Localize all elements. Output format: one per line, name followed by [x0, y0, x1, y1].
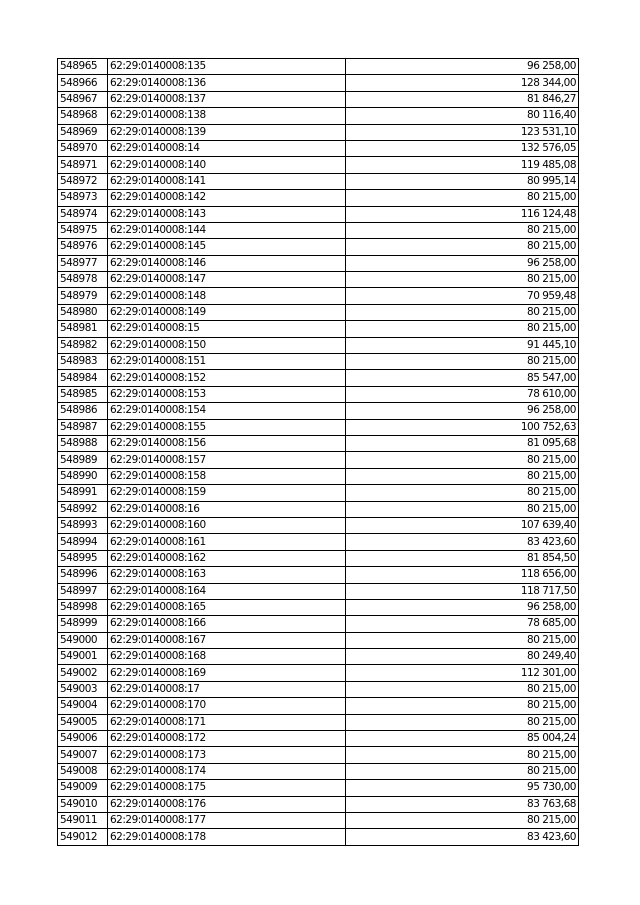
cadastral-number-cell: 62:29:0140008:178	[108, 829, 346, 845]
cadastral-number-cell: 62:29:0140008:166	[108, 616, 346, 632]
row-id-cell: 548965	[58, 59, 108, 75]
row-id-cell: 549009	[58, 780, 108, 796]
row-id-cell: 548985	[58, 386, 108, 402]
row-id-cell: 548981	[58, 321, 108, 337]
value-cell: 80 215,00	[346, 485, 579, 501]
cadastral-value-table	[57, 58, 579, 846]
table-row	[58, 91, 579, 107]
table-row	[58, 681, 579, 697]
cadastral-number-cell: 62:29:0140008:177	[108, 812, 346, 828]
cadastral-number-cell: 62:29:0140008:143	[108, 206, 346, 222]
cadastral-number-cell: 62:29:0140008:176	[108, 796, 346, 812]
row-id-cell: 548989	[58, 452, 108, 468]
row-id-cell: 549004	[58, 698, 108, 714]
value-cell: 80 116,40	[346, 108, 579, 124]
table-row	[58, 288, 579, 304]
cadastral-number-cell: 62:29:0140008:145	[108, 239, 346, 255]
table-row	[58, 321, 579, 337]
cadastral-number-cell: 62:29:0140008:135	[108, 59, 346, 75]
row-id-cell: 549003	[58, 681, 108, 697]
table-row	[58, 59, 579, 75]
table-row	[58, 419, 579, 435]
row-id-cell: 548992	[58, 501, 108, 517]
value-cell: 80 215,00	[346, 468, 579, 484]
value-cell: 80 215,00	[346, 681, 579, 697]
value-cell: 85 547,00	[346, 370, 579, 386]
cadastral-number-cell: 62:29:0140008:15	[108, 321, 346, 337]
value-cell: 107 639,40	[346, 517, 579, 533]
table-row	[58, 632, 579, 648]
row-id-cell: 548986	[58, 403, 108, 419]
table-row	[58, 337, 579, 353]
cadastral-number-cell: 62:29:0140008:147	[108, 272, 346, 288]
row-id-cell: 548967	[58, 91, 108, 107]
table-row	[58, 354, 579, 370]
table-row	[58, 616, 579, 632]
cadastral-number-cell: 62:29:0140008:139	[108, 124, 346, 140]
row-id-cell: 548973	[58, 190, 108, 206]
table-row	[58, 599, 579, 615]
value-cell: 80 215,00	[346, 714, 579, 730]
value-cell: 112 301,00	[346, 665, 579, 681]
value-cell: 128 344,00	[346, 75, 579, 91]
row-id-cell: 548984	[58, 370, 108, 386]
value-cell: 116 124,48	[346, 206, 579, 222]
row-id-cell: 548996	[58, 567, 108, 583]
cadastral-number-cell: 62:29:0140008:174	[108, 763, 346, 779]
table-row	[58, 370, 579, 386]
row-id-cell: 548987	[58, 419, 108, 435]
table-row	[58, 452, 579, 468]
row-id-cell: 549011	[58, 812, 108, 828]
value-cell: 119 485,08	[346, 157, 579, 173]
row-id-cell: 548979	[58, 288, 108, 304]
value-cell: 80 215,00	[346, 272, 579, 288]
row-id-cell: 548994	[58, 534, 108, 550]
row-id-cell: 548997	[58, 583, 108, 599]
cadastral-number-cell: 62:29:0140008:140	[108, 157, 346, 173]
value-cell: 83 423,60	[346, 829, 579, 845]
value-cell: 96 258,00	[346, 59, 579, 75]
table-row	[58, 665, 579, 681]
value-cell: 95 730,00	[346, 780, 579, 796]
value-cell: 80 215,00	[346, 239, 579, 255]
row-id-cell: 548968	[58, 108, 108, 124]
value-cell: 118 717,50	[346, 583, 579, 599]
value-cell: 80 215,00	[346, 321, 579, 337]
value-cell: 80 215,00	[346, 812, 579, 828]
table-row	[58, 108, 579, 124]
cadastral-number-cell: 62:29:0140008:167	[108, 632, 346, 648]
cadastral-number-cell: 62:29:0140008:138	[108, 108, 346, 124]
cadastral-number-cell: 62:29:0140008:154	[108, 403, 346, 419]
table-row	[58, 517, 579, 533]
cadastral-number-cell: 62:29:0140008:169	[108, 665, 346, 681]
value-cell: 91 445,10	[346, 337, 579, 353]
table-row	[58, 206, 579, 222]
table-row	[58, 534, 579, 550]
table-row	[58, 386, 579, 402]
value-cell: 80 215,00	[346, 354, 579, 370]
cadastral-number-cell: 62:29:0140008:164	[108, 583, 346, 599]
row-id-cell: 549001	[58, 649, 108, 665]
cadastral-number-cell: 62:29:0140008:159	[108, 485, 346, 501]
row-id-cell: 548970	[58, 140, 108, 156]
cadastral-number-cell: 62:29:0140008:168	[108, 649, 346, 665]
cadastral-number-cell: 62:29:0140008:17	[108, 681, 346, 697]
row-id-cell: 548971	[58, 157, 108, 173]
row-id-cell: 548980	[58, 304, 108, 320]
value-cell: 80 215,00	[346, 501, 579, 517]
row-id-cell: 548977	[58, 255, 108, 271]
table-row	[58, 731, 579, 747]
cadastral-number-cell: 62:29:0140008:16	[108, 501, 346, 517]
cadastral-number-cell: 62:29:0140008:170	[108, 698, 346, 714]
value-cell: 80 995,14	[346, 173, 579, 189]
value-cell: 78 685,00	[346, 616, 579, 632]
cadastral-number-cell: 62:29:0140008:160	[108, 517, 346, 533]
cadastral-number-cell: 62:29:0140008:137	[108, 91, 346, 107]
value-cell: 118 656,00	[346, 567, 579, 583]
value-cell: 100 752,63	[346, 419, 579, 435]
table-row	[58, 403, 579, 419]
row-id-cell: 548991	[58, 485, 108, 501]
table-row	[58, 304, 579, 320]
cadastral-number-cell: 62:29:0140008:136	[108, 75, 346, 91]
table-row	[58, 780, 579, 796]
table-row	[58, 747, 579, 763]
value-cell: 81 854,50	[346, 550, 579, 566]
cadastral-number-cell: 62:29:0140008:158	[108, 468, 346, 484]
row-id-cell: 548999	[58, 616, 108, 632]
table-row	[58, 567, 579, 583]
cadastral-number-cell: 62:29:0140008:150	[108, 337, 346, 353]
row-id-cell: 548983	[58, 354, 108, 370]
row-id-cell: 548969	[58, 124, 108, 140]
value-cell: 80 215,00	[346, 747, 579, 763]
table-row	[58, 157, 579, 173]
cadastral-number-cell: 62:29:0140008:172	[108, 731, 346, 747]
value-cell: 123 531,10	[346, 124, 579, 140]
cadastral-number-cell: 62:29:0140008:142	[108, 190, 346, 206]
row-id-cell: 548988	[58, 435, 108, 451]
row-id-cell: 548972	[58, 173, 108, 189]
cadastral-number-cell: 62:29:0140008:173	[108, 747, 346, 763]
row-id-cell: 548974	[58, 206, 108, 222]
table-body	[58, 59, 579, 846]
table-row	[58, 583, 579, 599]
table-row	[58, 239, 579, 255]
row-id-cell: 549012	[58, 829, 108, 845]
table-row	[58, 468, 579, 484]
table-row	[58, 812, 579, 828]
value-cell: 80 215,00	[346, 698, 579, 714]
row-id-cell: 549007	[58, 747, 108, 763]
value-cell: 96 258,00	[346, 599, 579, 615]
cadastral-number-cell: 62:29:0140008:148	[108, 288, 346, 304]
table-row	[58, 435, 579, 451]
row-id-cell: 549000	[58, 632, 108, 648]
cadastral-number-cell: 62:29:0140008:146	[108, 255, 346, 271]
value-cell: 80 215,00	[346, 222, 579, 238]
cadastral-number-cell: 62:29:0140008:175	[108, 780, 346, 796]
value-cell: 85 004,24	[346, 731, 579, 747]
row-id-cell: 548995	[58, 550, 108, 566]
value-cell: 80 249,40	[346, 649, 579, 665]
value-cell: 96 258,00	[346, 403, 579, 419]
value-cell: 80 215,00	[346, 632, 579, 648]
table-row	[58, 698, 579, 714]
value-cell: 80 215,00	[346, 190, 579, 206]
cadastral-number-cell: 62:29:0140008:157	[108, 452, 346, 468]
cadastral-number-cell: 62:29:0140008:162	[108, 550, 346, 566]
row-id-cell: 549005	[58, 714, 108, 730]
row-id-cell: 549010	[58, 796, 108, 812]
row-id-cell: 549008	[58, 763, 108, 779]
value-cell: 81 095,68	[346, 435, 579, 451]
value-cell: 80 215,00	[346, 452, 579, 468]
cadastral-number-cell: 62:29:0140008:151	[108, 354, 346, 370]
row-id-cell: 548990	[58, 468, 108, 484]
cadastral-number-cell: 62:29:0140008:149	[108, 304, 346, 320]
cadastral-number-cell: 62:29:0140008:156	[108, 435, 346, 451]
cadastral-number-cell: 62:29:0140008:155	[108, 419, 346, 435]
cadastral-number-cell: 62:29:0140008:144	[108, 222, 346, 238]
table-row	[58, 173, 579, 189]
table-row	[58, 501, 579, 517]
value-cell: 80 215,00	[346, 763, 579, 779]
row-id-cell: 549002	[58, 665, 108, 681]
table-row	[58, 255, 579, 271]
table-row	[58, 829, 579, 845]
cadastral-number-cell: 62:29:0140008:163	[108, 567, 346, 583]
value-cell: 96 258,00	[346, 255, 579, 271]
row-id-cell: 548998	[58, 599, 108, 615]
cadastral-number-cell: 62:29:0140008:171	[108, 714, 346, 730]
table-row	[58, 485, 579, 501]
value-cell: 83 763,68	[346, 796, 579, 812]
table-row	[58, 796, 579, 812]
value-cell: 83 423,60	[346, 534, 579, 550]
cadastral-number-cell: 62:29:0140008:152	[108, 370, 346, 386]
row-id-cell: 549006	[58, 731, 108, 747]
cadastral-number-cell: 62:29:0140008:165	[108, 599, 346, 615]
value-cell: 70 959,48	[346, 288, 579, 304]
row-id-cell: 548993	[58, 517, 108, 533]
cadastral-number-cell: 62:29:0140008:153	[108, 386, 346, 402]
table-row	[58, 550, 579, 566]
table-row	[58, 75, 579, 91]
value-cell: 81 846,27	[346, 91, 579, 107]
table-row	[58, 272, 579, 288]
value-cell: 132 576,05	[346, 140, 579, 156]
value-cell: 80 215,00	[346, 304, 579, 320]
row-id-cell: 548978	[58, 272, 108, 288]
row-id-cell: 548975	[58, 222, 108, 238]
cadastral-number-cell: 62:29:0140008:161	[108, 534, 346, 550]
cadastral-number-cell: 62:29:0140008:14	[108, 140, 346, 156]
row-id-cell: 548966	[58, 75, 108, 91]
table-row	[58, 124, 579, 140]
table-row	[58, 222, 579, 238]
table-row	[58, 763, 579, 779]
value-cell: 78 610,00	[346, 386, 579, 402]
table-row	[58, 190, 579, 206]
row-id-cell: 548976	[58, 239, 108, 255]
cadastral-number-cell: 62:29:0140008:141	[108, 173, 346, 189]
row-id-cell: 548982	[58, 337, 108, 353]
table-row	[58, 649, 579, 665]
table-row	[58, 714, 579, 730]
table-row	[58, 140, 579, 156]
